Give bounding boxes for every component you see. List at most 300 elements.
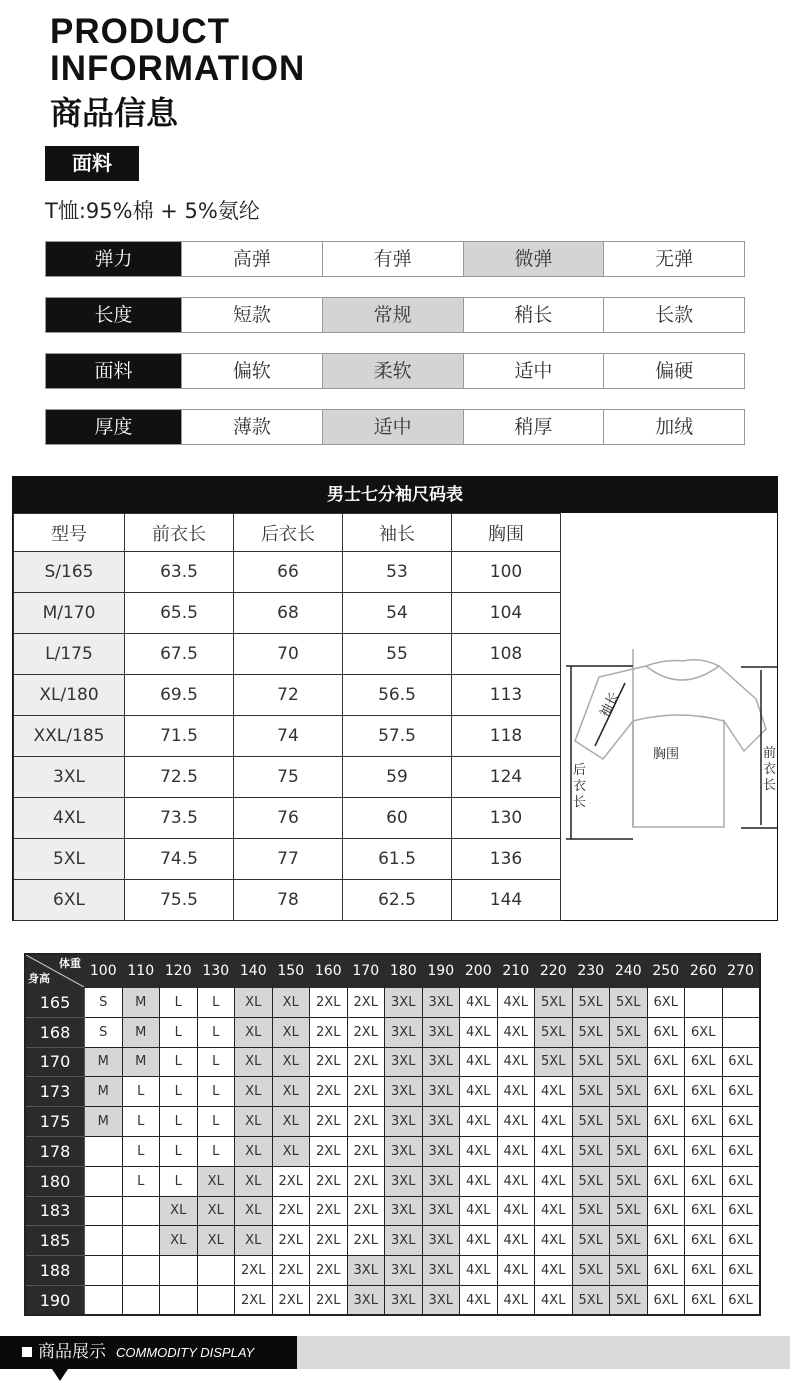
size-cell: 4XL	[460, 1226, 498, 1256]
size-cell: XL	[235, 1107, 273, 1137]
size-cell: 5XL	[610, 1166, 648, 1196]
size-recommendation-table	[24, 953, 761, 1316]
size-cell: XL	[272, 1077, 310, 1107]
size-cell: 6XL	[685, 1196, 723, 1226]
fabric-composition: T恤:95%棉 + 5%氨纶	[45, 199, 260, 223]
size-cell: XL	[235, 1196, 273, 1226]
size-cell: 4XL	[460, 1256, 498, 1286]
size-cell: 2XL	[272, 1196, 310, 1226]
size-chart-cell: 130	[452, 798, 561, 839]
size-cell: 2XL	[310, 1166, 348, 1196]
attribute-option: 稍厚	[463, 410, 604, 444]
size-chart-cell: 55	[343, 634, 452, 675]
size-chart-cell: 72	[234, 675, 343, 716]
size-cell: S	[85, 1017, 123, 1047]
size-chart-cell: 75.5	[125, 880, 234, 921]
size-cell: 3XL	[422, 1107, 460, 1137]
size-chart-cell: L/175	[14, 634, 125, 675]
size-cell: 4XL	[497, 1226, 535, 1256]
weight-header-cell: 270	[722, 954, 760, 988]
weight-header-cell: 210	[497, 954, 535, 988]
size-chart-cell: 73.5	[125, 798, 234, 839]
size-cell: 6XL	[685, 1017, 723, 1047]
size-cell: 5XL	[610, 1285, 648, 1315]
size-cell: 4XL	[460, 1166, 498, 1196]
size-cell: 6XL	[722, 1107, 760, 1137]
weight-header-cell: 190	[422, 954, 460, 988]
size-cell: 3XL	[347, 1285, 385, 1315]
size-cell	[85, 1196, 123, 1226]
size-cell: 6XL	[647, 1166, 685, 1196]
size-cell: L	[160, 1136, 198, 1166]
size-cell: 5XL	[535, 1047, 573, 1077]
recommend-row	[25, 1166, 760, 1196]
size-cell: L	[197, 1017, 235, 1047]
size-chart-table	[13, 513, 561, 921]
size-cell: 5XL	[572, 1077, 610, 1107]
size-chart-cell: 60	[343, 798, 452, 839]
size-cell: 6XL	[685, 1136, 723, 1166]
size-cell: 3XL	[422, 1047, 460, 1077]
size-cell: L	[160, 988, 198, 1018]
size-cell: 6XL	[685, 1077, 723, 1107]
size-cell: 4XL	[497, 1166, 535, 1196]
size-cell: 4XL	[535, 1226, 573, 1256]
size-chart-header-row	[14, 514, 561, 552]
size-chart-cell: 78	[234, 880, 343, 921]
tshirt-outline-icon	[575, 660, 766, 827]
size-cell: 4XL	[460, 1017, 498, 1047]
size-cell: L	[160, 1107, 198, 1137]
attribute-option: 薄款	[181, 410, 322, 444]
title-information: INFORMATION	[50, 49, 306, 88]
weight-header-cell: 120	[160, 954, 198, 988]
size-cell: 6XL	[685, 1107, 723, 1137]
size-cell: 2XL	[347, 1047, 385, 1077]
attribute-row	[45, 353, 745, 389]
height-cell: 175	[25, 1107, 85, 1137]
size-chart	[12, 476, 778, 921]
size-cell: 2XL	[235, 1256, 273, 1286]
title-product: PRODUCT	[50, 12, 231, 51]
attribute-name: 长度	[46, 298, 181, 332]
size-chart-row	[14, 839, 561, 880]
size-cell: 4XL	[535, 1166, 573, 1196]
size-cell: 2XL	[272, 1285, 310, 1315]
size-cell: 3XL	[422, 1136, 460, 1166]
recommend-header-row	[25, 954, 760, 988]
size-chart-row	[14, 798, 561, 839]
size-cell: 2XL	[310, 1047, 348, 1077]
recommend-row	[25, 1047, 760, 1077]
height-cell: 188	[25, 1256, 85, 1286]
size-chart-cell: 144	[452, 880, 561, 921]
height-cell: 180	[25, 1166, 85, 1196]
attribute-option: 偏软	[181, 354, 322, 388]
size-chart-row	[14, 757, 561, 798]
size-cell: XL	[160, 1196, 198, 1226]
size-cell: 5XL	[610, 1047, 648, 1077]
size-chart-cell: 69.5	[125, 675, 234, 716]
attribute-row	[45, 297, 745, 333]
corner-cell	[25, 954, 85, 988]
attribute-option: 无弹	[603, 242, 744, 276]
size-cell	[160, 1256, 198, 1286]
size-cell: 4XL	[497, 1256, 535, 1286]
weight-header-cell: 180	[385, 954, 423, 988]
size-cell: 3XL	[422, 1077, 460, 1107]
size-cell: XL	[197, 1226, 235, 1256]
size-cell: 3XL	[422, 1226, 460, 1256]
size-chart-cell: 74.5	[125, 839, 234, 880]
weight-header-cell: 130	[197, 954, 235, 988]
size-chart-cell: 67.5	[125, 634, 234, 675]
size-chart-cell: 71.5	[125, 716, 234, 757]
size-cell: 3XL	[347, 1256, 385, 1286]
size-cell: 4XL	[535, 1136, 573, 1166]
weight-header-cell: 240	[610, 954, 648, 988]
pointer-triangle-icon	[52, 1369, 68, 1381]
diagram-label-sleeve: 袖长	[597, 689, 623, 720]
attribute-option: 稍长	[463, 298, 604, 332]
size-cell: 2XL	[347, 1226, 385, 1256]
size-chart-cell: 61.5	[343, 839, 452, 880]
size-cell: 3XL	[422, 1256, 460, 1286]
size-cell	[122, 1196, 160, 1226]
size-cell: 3XL	[385, 988, 423, 1018]
size-cell: XL	[235, 1017, 273, 1047]
size-cell	[722, 988, 760, 1018]
size-cell: XL	[272, 988, 310, 1018]
size-cell: 4XL	[535, 1077, 573, 1107]
size-cell: L	[197, 1077, 235, 1107]
size-cell: 4XL	[460, 1107, 498, 1137]
size-chart-cell: 57.5	[343, 716, 452, 757]
recommend-row	[25, 1285, 760, 1315]
size-cell: 5XL	[572, 1017, 610, 1047]
size-cell: 5XL	[610, 1017, 648, 1047]
size-cell: 6XL	[685, 1047, 723, 1077]
size-cell	[685, 988, 723, 1018]
size-cell: XL	[235, 1136, 273, 1166]
size-cell: XL	[235, 1166, 273, 1196]
size-cell: 4XL	[535, 1196, 573, 1226]
attribute-option: 高弹	[181, 242, 322, 276]
size-cell: 2XL	[310, 1226, 348, 1256]
size-cell: 3XL	[385, 1017, 423, 1047]
attribute-option: 适中	[463, 354, 604, 388]
attribute-name: 面料	[46, 354, 181, 388]
size-cell	[85, 1256, 123, 1286]
size-cell: 2XL	[347, 1077, 385, 1107]
height-cell: 183	[25, 1196, 85, 1226]
size-cell: 5XL	[572, 1285, 610, 1315]
diagram-label-front: 前衣长	[763, 746, 777, 793]
size-cell: XL	[272, 1047, 310, 1077]
banner-title-en: COMMODITY DISPLAY	[116, 1345, 255, 1360]
size-chart-cell: 113	[452, 675, 561, 716]
square-icon	[22, 1347, 32, 1357]
size-cell: 6XL	[722, 1285, 760, 1315]
banner-gray-bar	[297, 1336, 790, 1369]
size-cell: L	[197, 1107, 235, 1137]
size-cell: 6XL	[647, 1226, 685, 1256]
size-cell: 4XL	[460, 1136, 498, 1166]
size-chart-cell: M/170	[14, 593, 125, 634]
attribute-option: 有弹	[322, 242, 463, 276]
size-chart-cell: 54	[343, 593, 452, 634]
size-cell: L	[160, 1017, 198, 1047]
height-cell: 173	[25, 1077, 85, 1107]
size-cell: XL	[272, 1136, 310, 1166]
recommend-row	[25, 1256, 760, 1286]
size-cell: 3XL	[385, 1107, 423, 1137]
size-cell: 5XL	[572, 1107, 610, 1137]
recommend-row	[25, 1196, 760, 1226]
size-cell: 3XL	[385, 1285, 423, 1315]
size-cell: S	[85, 988, 123, 1018]
height-cell: 168	[25, 1017, 85, 1047]
size-cell: M	[85, 1077, 123, 1107]
weight-header-cell: 230	[572, 954, 610, 988]
size-chart-cell: 53	[343, 552, 452, 593]
size-cell: XL	[272, 1107, 310, 1137]
size-cell: 5XL	[572, 1047, 610, 1077]
size-cell: 2XL	[310, 1017, 348, 1047]
size-chart-cell: XXL/185	[14, 716, 125, 757]
size-cell: L	[160, 1166, 198, 1196]
size-cell: 6XL	[685, 1256, 723, 1286]
size-cell: 2XL	[347, 1017, 385, 1047]
size-chart-cell: 5XL	[14, 839, 125, 880]
recommend-row	[25, 1136, 760, 1166]
size-chart-cell: 118	[452, 716, 561, 757]
height-cell: 178	[25, 1136, 85, 1166]
size-cell: M	[122, 988, 160, 1018]
size-cell: 4XL	[535, 1107, 573, 1137]
size-cell: 2XL	[235, 1285, 273, 1315]
size-cell: L	[160, 1047, 198, 1077]
height-cell: 185	[25, 1226, 85, 1256]
size-chart-row	[14, 716, 561, 757]
size-cell: 5XL	[610, 1077, 648, 1107]
size-cell: 4XL	[497, 1136, 535, 1166]
size-cell: 6XL	[722, 1047, 760, 1077]
size-cell: 4XL	[497, 1107, 535, 1137]
size-cell: 5XL	[535, 988, 573, 1018]
size-cell: XL	[197, 1166, 235, 1196]
size-cell	[160, 1285, 198, 1315]
size-cell: 5XL	[610, 1226, 648, 1256]
size-chart-cell: 70	[234, 634, 343, 675]
size-chart-header-cell: 后衣长	[234, 514, 343, 552]
size-chart-row	[14, 880, 561, 921]
recommend-row	[25, 1017, 760, 1047]
weight-header-cell: 100	[85, 954, 123, 988]
tshirt-diagram	[561, 513, 778, 920]
size-cell: 6XL	[685, 1226, 723, 1256]
size-cell: 6XL	[722, 1136, 760, 1166]
size-cell: 3XL	[385, 1077, 423, 1107]
size-cell: 2XL	[310, 1196, 348, 1226]
corner-height-label: 身高	[28, 972, 50, 985]
size-cell: XL	[272, 1017, 310, 1047]
size-cell: 2XL	[347, 1196, 385, 1226]
size-cell: 4XL	[497, 1017, 535, 1047]
size-chart-cell: S/165	[14, 552, 125, 593]
size-cell: 2XL	[310, 988, 348, 1018]
size-cell: L	[122, 1077, 160, 1107]
size-cell: 4XL	[535, 1285, 573, 1315]
size-cell: 2XL	[272, 1166, 310, 1196]
size-cell: 2XL	[310, 1107, 348, 1137]
size-cell: XL	[235, 1077, 273, 1107]
recommend-row	[25, 988, 760, 1018]
size-cell: 6XL	[722, 1166, 760, 1196]
size-cell: 2XL	[347, 1107, 385, 1137]
attribute-option: 短款	[181, 298, 322, 332]
size-cell: 5XL	[572, 1166, 610, 1196]
size-cell: 2XL	[310, 1256, 348, 1286]
attribute-option: 长款	[603, 298, 744, 332]
size-chart-cell: 77	[234, 839, 343, 880]
size-cell: L	[197, 988, 235, 1018]
size-chart-cell: XL/180	[14, 675, 125, 716]
size-cell: 6XL	[647, 1017, 685, 1047]
size-cell	[197, 1285, 235, 1315]
size-cell	[122, 1256, 160, 1286]
size-chart-header-cell: 袖长	[343, 514, 452, 552]
weight-header-cell: 160	[310, 954, 348, 988]
size-cell: 5XL	[610, 1196, 648, 1226]
size-cell: 2XL	[310, 1136, 348, 1166]
size-cell: L	[197, 1136, 235, 1166]
attribute-row	[45, 409, 745, 445]
size-cell: 6XL	[647, 1285, 685, 1315]
attribute-option: 微弹	[463, 242, 604, 276]
size-cell: 5XL	[572, 1226, 610, 1256]
size-cell: 6XL	[722, 1256, 760, 1286]
size-cell: XL	[235, 988, 273, 1018]
attribute-option: 适中	[322, 410, 463, 444]
size-chart-cell: 72.5	[125, 757, 234, 798]
size-chart-row	[14, 675, 561, 716]
banner-title-cn: 商品展示	[38, 1342, 106, 1362]
commodity-display-banner	[0, 1336, 297, 1369]
size-cell: 6XL	[685, 1285, 723, 1315]
size-cell: 3XL	[422, 1017, 460, 1047]
size-cell: 3XL	[385, 1136, 423, 1166]
size-cell: 5XL	[610, 1256, 648, 1286]
size-chart-cell: 59	[343, 757, 452, 798]
size-chart-header-cell: 前衣长	[125, 514, 234, 552]
size-cell	[85, 1136, 123, 1166]
size-cell: 2XL	[347, 988, 385, 1018]
size-chart-header-cell: 胸围	[452, 514, 561, 552]
attribute-option: 加绒	[603, 410, 744, 444]
weight-header-cell: 170	[347, 954, 385, 988]
size-cell	[722, 1017, 760, 1047]
size-cell: 4XL	[460, 1196, 498, 1226]
size-cell: 6XL	[647, 988, 685, 1018]
size-cell: 4XL	[497, 1196, 535, 1226]
attribute-option: 偏硬	[603, 354, 744, 388]
size-chart-cell: 124	[452, 757, 561, 798]
height-cell: 170	[25, 1047, 85, 1077]
size-cell: 3XL	[422, 1166, 460, 1196]
weight-header-cell: 250	[647, 954, 685, 988]
attribute-option: 常规	[322, 298, 463, 332]
size-chart-cell: 68	[234, 593, 343, 634]
size-cell: L	[160, 1077, 198, 1107]
weight-header-cell: 140	[235, 954, 273, 988]
size-cell: 6XL	[722, 1077, 760, 1107]
size-chart-cell: 75	[234, 757, 343, 798]
size-cell: 5XL	[572, 1136, 610, 1166]
height-cell: 190	[25, 1285, 85, 1315]
size-cell: 2XL	[310, 1077, 348, 1107]
corner-weight-label: 体重	[59, 957, 81, 970]
size-cell: 3XL	[422, 1285, 460, 1315]
size-cell: 6XL	[647, 1077, 685, 1107]
size-cell: 6XL	[647, 1136, 685, 1166]
size-cell: 6XL	[647, 1107, 685, 1137]
size-chart-row	[14, 552, 561, 593]
size-cell	[122, 1285, 160, 1315]
size-chart-cell: 66	[234, 552, 343, 593]
size-cell: 5XL	[572, 1196, 610, 1226]
size-chart-cell: 6XL	[14, 880, 125, 921]
size-cell: M	[122, 1047, 160, 1077]
weight-header-cell: 260	[685, 954, 723, 988]
size-cell	[197, 1256, 235, 1286]
size-cell: 6XL	[647, 1256, 685, 1286]
size-cell	[85, 1285, 123, 1315]
size-cell: L	[122, 1166, 160, 1196]
attribute-name: 弹力	[46, 242, 181, 276]
size-cell: XL	[160, 1226, 198, 1256]
size-chart-cell: 56.5	[343, 675, 452, 716]
size-cell: 5XL	[572, 1256, 610, 1286]
attribute-option: 柔软	[322, 354, 463, 388]
size-cell: L	[197, 1047, 235, 1077]
size-cell: 5XL	[535, 1017, 573, 1047]
size-cell: 6XL	[647, 1047, 685, 1077]
size-cell: 4XL	[460, 988, 498, 1018]
size-cell: 3XL	[422, 1196, 460, 1226]
height-cell: 165	[25, 988, 85, 1018]
size-cell: M	[85, 1107, 123, 1137]
size-cell: 6XL	[722, 1196, 760, 1226]
size-chart-cell: 108	[452, 634, 561, 675]
size-cell: 6XL	[685, 1166, 723, 1196]
size-chart-cell: 63.5	[125, 552, 234, 593]
size-cell: 2XL	[272, 1256, 310, 1286]
fabric-label: 面料	[45, 146, 139, 181]
size-cell: 5XL	[610, 1107, 648, 1137]
size-chart-cell: 76	[234, 798, 343, 839]
size-chart-cell: 100	[452, 552, 561, 593]
size-cell: 4XL	[460, 1047, 498, 1077]
size-cell: 4XL	[535, 1256, 573, 1286]
size-cell: M	[122, 1017, 160, 1047]
size-chart-cell: 74	[234, 716, 343, 757]
size-cell: 4XL	[497, 988, 535, 1018]
size-cell: 4XL	[460, 1285, 498, 1315]
size-cell: 5XL	[610, 1136, 648, 1166]
size-cell: 5XL	[610, 988, 648, 1018]
diagram-label-chest: 胸围	[653, 747, 680, 762]
